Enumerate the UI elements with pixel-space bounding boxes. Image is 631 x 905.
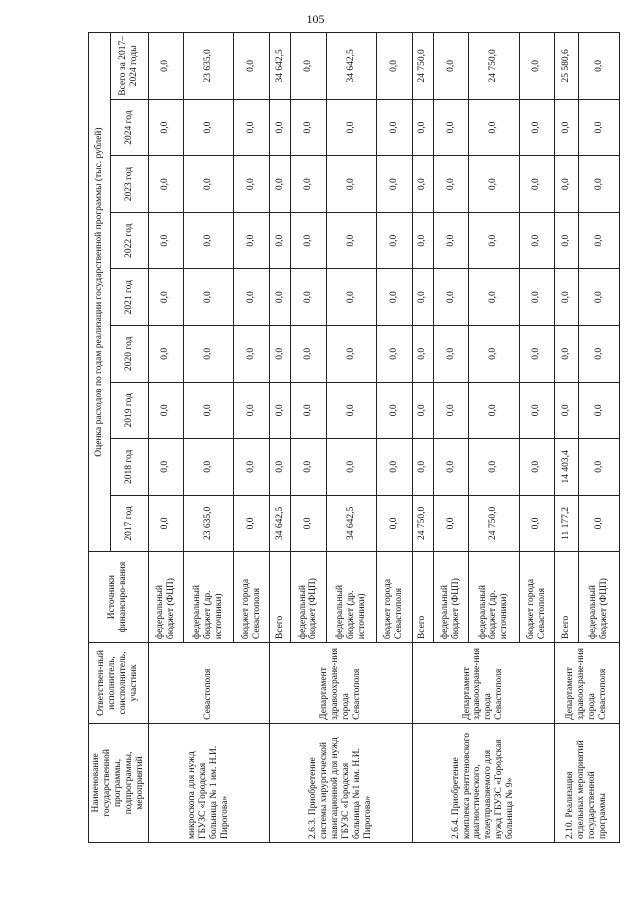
year-value: 34 642,5 [270,495,291,552]
year-value: 0,0 [291,382,327,439]
year-value: 0,0 [412,99,433,156]
year-value: 11 177,2 [555,495,579,552]
year-value: 0,0 [469,269,519,326]
table-row [148,33,184,843]
total-value: 0,0 [376,33,412,100]
year-value: 0,0 [184,99,234,156]
funding-source: федеральный бюджет (ФЦП) [579,552,620,643]
year-value: 0,0 [469,212,519,269]
total-value: 23 635,0 [184,33,234,100]
year-value: 0,0 [579,439,620,496]
year-value: 0,0 [270,325,291,382]
year-value: 0,0 [579,269,620,326]
year-value: 0,0 [519,495,555,552]
total-value: 24 750,0 [412,33,433,100]
table-row [270,33,291,843]
year-value: 0,0 [148,156,184,213]
year-value: 0,0 [469,439,519,496]
year-value: 0,0 [326,212,376,269]
year-value: 0,0 [433,382,469,439]
year-value: 0,0 [555,156,579,213]
year-value: 0,0 [148,212,184,269]
year-value: 0,0 [519,325,555,382]
year-value: 0,0 [469,325,519,382]
year-value: 0,0 [234,212,270,269]
year-value: 0,0 [148,269,184,326]
year-value: 14 403,4 [555,439,579,496]
table-row [412,33,433,843]
header-executor: Ответствен-ный исполнитель, соисполнитель, участник [89,643,149,724]
year-value: 0,0 [291,212,327,269]
header-year: 2022 год [111,212,148,269]
year-value: 0,0 [555,382,579,439]
executor: Департамент здравоохране-ния города Севастополя [270,643,413,724]
funding-source: Всего [412,552,433,643]
header-row-1 [89,33,111,843]
year-value: 0,0 [579,382,620,439]
header-total: Всего за 2017–2024 годы [111,33,148,100]
year-value: 0,0 [433,99,469,156]
page-number: 105 [306,12,325,26]
total-value: 0,0 [519,33,555,100]
total-value: 34 642,5 [270,33,291,100]
year-value: 0,0 [579,325,620,382]
header-year: 2017 год [111,495,148,552]
total-value: 0,0 [291,33,327,100]
executor: Севастополя [148,643,269,724]
measure-name: 2.6.3. Приобретение системы хирургической навигационной для нужд ГБУЗС «Городская больница №1 им. Н.И. Пирогова» [270,723,413,842]
year-value: 0,0 [433,156,469,213]
year-value: 0,0 [519,212,555,269]
year-value: 0,0 [184,325,234,382]
year-value: 0,0 [270,382,291,439]
measure-name: 2.10. Реализация отдельных мероприятий государственной программы [555,723,620,842]
year-value: 0,0 [376,269,412,326]
year-value: 0,0 [291,156,327,213]
measure-name: 2.6.4. Приобретение комплекса рентгеновского диагностического, телеуправляемого для нужд ГБУЗС «Городская больница № 9» [412,723,555,842]
year-value: 0,0 [326,269,376,326]
year-value: 0,0 [326,382,376,439]
year-value: 0,0 [291,99,327,156]
total-value: 0,0 [579,33,620,100]
year-value: 0,0 [376,382,412,439]
funding-source: Всего [270,552,291,643]
year-value: 0,0 [270,212,291,269]
year-value: 0,0 [326,99,376,156]
year-value: 0,0 [412,156,433,213]
total-value: 34 642,5 [326,33,376,100]
table-body [148,33,619,843]
year-value: 0,0 [184,269,234,326]
year-value: 0,0 [326,156,376,213]
year-value: 0,0 [148,495,184,552]
year-value: 0,0 [412,439,433,496]
total-value: 0,0 [234,33,270,100]
funding-source: Всего [555,552,579,643]
year-value: 0,0 [579,495,620,552]
year-value: 0,0 [433,212,469,269]
measure-name: микроскопа для нужд ГБУЗС «Городская больница № 1 им. Н.И. Пирогова» [148,723,269,842]
year-value: 0,0 [469,99,519,156]
year-value: 0,0 [376,325,412,382]
rotated-table-wrapper [88,32,610,843]
year-value: 0,0 [184,212,234,269]
year-value: 0,0 [555,325,579,382]
year-value: 0,0 [326,439,376,496]
year-value: 0,0 [184,439,234,496]
funding-source: федеральный бюджет (др. источники) [184,552,234,643]
table-row [555,33,579,843]
funding-source: бюджет города Севастополя [234,552,270,643]
year-value: 0,0 [148,439,184,496]
year-value: 0,0 [433,325,469,382]
table-rotation [88,32,610,843]
year-value: 0,0 [579,99,620,156]
year-value: 0,0 [376,495,412,552]
year-value: 0,0 [579,212,620,269]
header-year: 2019 год [111,382,148,439]
year-value: 0,0 [412,212,433,269]
funding-source: федеральный бюджет (др. источники) [326,552,376,643]
executor: Департамент здравоохране-ния города Севастополя [555,643,620,724]
header-year: 2018 год [111,439,148,496]
year-value: 0,0 [412,382,433,439]
year-value: 23 635,0 [184,495,234,552]
year-value: 0,0 [519,439,555,496]
year-value: 0,0 [270,269,291,326]
year-value: 0,0 [270,439,291,496]
year-value: 0,0 [234,382,270,439]
total-value: 0,0 [148,33,184,100]
year-value: 0,0 [234,99,270,156]
header-estimate: Оценка расходов по годам реализации государственной программы (тыс. рублей) [89,33,111,552]
year-value: 0,0 [433,269,469,326]
year-value: 0,0 [291,495,327,552]
funding-source: бюджет города Севастополя [376,552,412,643]
year-value: 0,0 [291,439,327,496]
total-value: 0,0 [433,33,469,100]
year-value: 0,0 [291,269,327,326]
funding-source: бюджет города Севастополя [519,552,555,643]
year-value: 0,0 [519,99,555,156]
year-value: 0,0 [555,212,579,269]
year-value: 34 642,5 [326,495,376,552]
year-value: 0,0 [376,156,412,213]
header-source: Источники финансиро-вания [89,552,149,643]
header-year: 2024 год [111,99,148,156]
year-value: 0,0 [469,382,519,439]
year-value: 0,0 [469,156,519,213]
year-value: 24 750,0 [469,495,519,552]
year-value: 0,0 [555,99,579,156]
year-value: 0,0 [184,156,234,213]
header-year: 2021 год [111,269,148,326]
year-value: 0,0 [433,439,469,496]
year-value: 0,0 [412,269,433,326]
executor: Департамент здравоохране-ния города Севастополя [412,643,555,724]
year-value: 0,0 [234,325,270,382]
header-name: Наименование государственной программы, подпрограммы, мероприятий [89,723,149,842]
year-value: 0,0 [234,269,270,326]
funding-source: федеральный бюджет (др. источники) [469,552,519,643]
year-value: 0,0 [376,99,412,156]
year-value: 0,0 [412,325,433,382]
year-value: 0,0 [519,382,555,439]
year-value: 0,0 [270,156,291,213]
year-value: 0,0 [376,439,412,496]
year-value: 0,0 [579,156,620,213]
funding-source: федеральный бюджет (ФЦП) [433,552,469,643]
year-value: 0,0 [234,495,270,552]
header-year: 2020 год [111,325,148,382]
year-value: 0,0 [234,156,270,213]
year-value: 0,0 [433,495,469,552]
year-value: 0,0 [148,325,184,382]
header-year: 2023 год [111,156,148,213]
year-value: 0,0 [326,325,376,382]
year-value: 0,0 [555,269,579,326]
year-value: 0,0 [184,382,234,439]
year-value: 0,0 [519,269,555,326]
funding-source: федеральный бюджет (ФЦП) [148,552,184,643]
year-value: 0,0 [519,156,555,213]
budget-table [88,32,620,843]
year-value: 0,0 [270,99,291,156]
funding-source: федеральный бюджет (ФЦП) [291,552,327,643]
year-value: 0,0 [376,212,412,269]
year-value: 0,0 [148,382,184,439]
year-value: 0,0 [148,99,184,156]
total-value: 24 750,0 [469,33,519,100]
year-value: 24 750,0 [412,495,433,552]
total-value: 25 580,6 [555,33,579,100]
year-value: 0,0 [234,439,270,496]
year-value: 0,0 [291,325,327,382]
